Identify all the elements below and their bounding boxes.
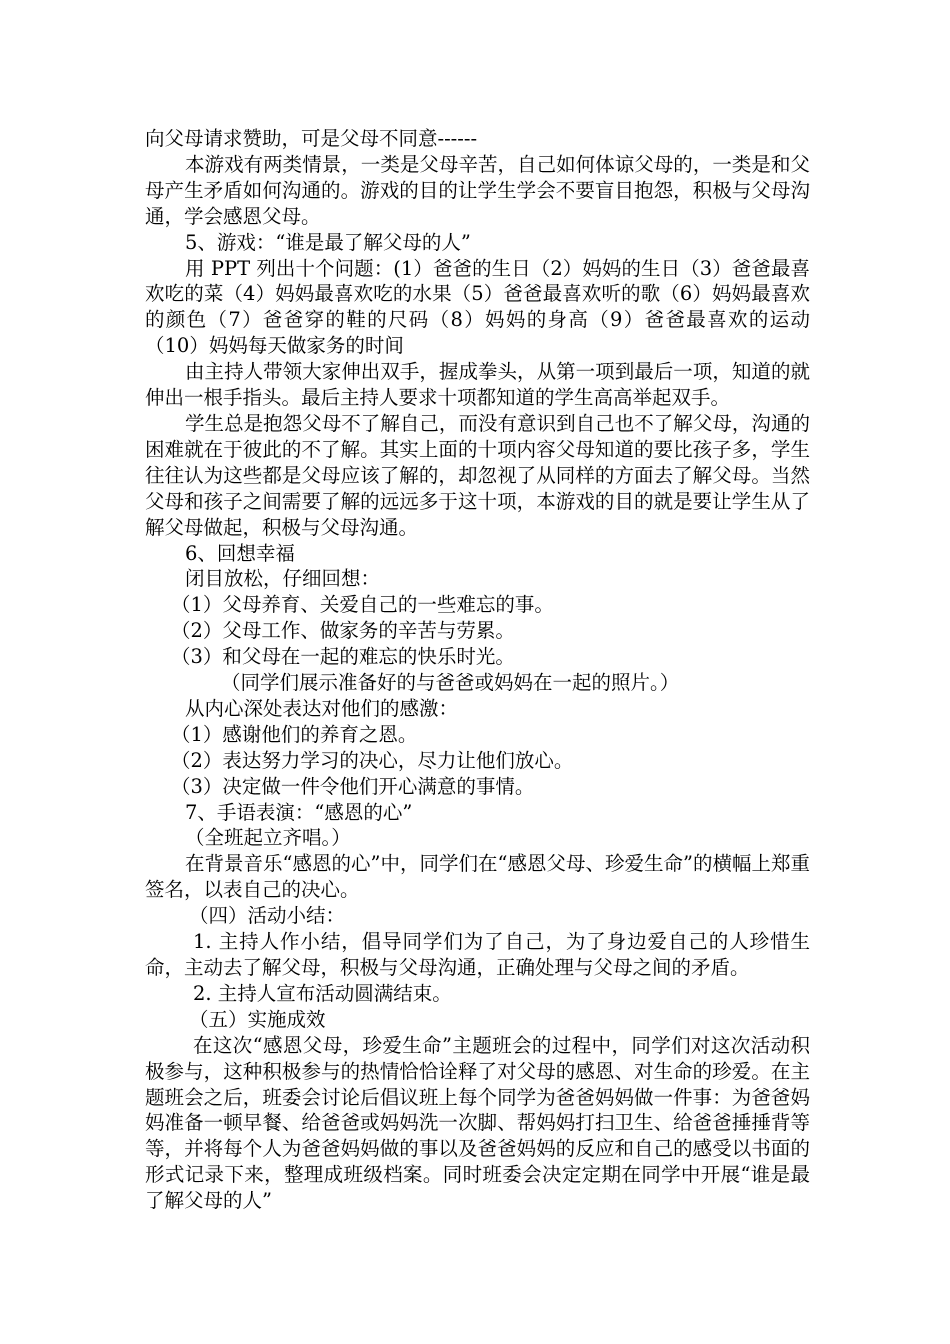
section-heading-recall-6: 6、回想幸福 <box>185 541 295 565</box>
list-item-gratitude-2: （2）表达努力学习的决心，尽力让他们放心。 <box>171 748 574 772</box>
paragraph-class-sing: （全班起立齐唱。） <box>185 826 351 850</box>
section-heading-summary: （四）活动小结： <box>189 904 346 928</box>
paragraph-summary-1: 1. 主持人作小结，倡导同学们为了自己，为了身边爱自己的人珍惜生命，主动去了解父母，积极与父母沟通，正确处理与父母之间的矛盾。 <box>145 930 810 979</box>
paragraph-banner-signing: 在背景音乐“感恩的心”中，同学们在“感恩父母、珍爱生命”的横幅上郑重签名，以表自己的决心。 <box>145 852 810 902</box>
list-item-recall-3: （3）和父母在一起的难忘的快乐时光。 <box>171 645 515 669</box>
paragraph-results: 在这次“感恩父母，珍爱生命”主题班会的过程中，同学们对这次活动积极参与，这种积极参与的热情恰恰诠释了对父母的感恩、对生命的珍爱。在主题班会之后，班委会讨论后倡议班上每个同学为爸爸妈妈做一件事：为爸爸妈妈准备一顿早餐、给爸爸或妈妈洗一次脚、帮妈妈打扫卫生、给爸爸捶捶背等等，并将每个人为爸爸妈妈做的事以及爸爸妈妈的反应和自己的感受以书面的形式记录下来，整理成班级档案。同时班委会决定定期在同学中开展“谁是最了解父母的人” <box>145 1033 810 1213</box>
list-item-recall-2: （2）父母工作、做家务的辛苦与劳累。 <box>171 619 515 643</box>
paragraph-express-gratitude: 从内心深处表达对他们的感激： <box>185 696 459 720</box>
paragraph-game-purpose: 学生总是抱怨父母不了解自己，而没有意识到自己也不了解父母，沟通的困难就在于彼此的不了解。其实上面的十项内容父母知道的要比孩子多，学生往往认为这些都是父母应该了解的，却忽视了从同样的方面去了解父母。当然父母和孩子之间需要了解的远远多于这十项，本游戏的目的就是要让学生从了解父母做起，积极与父母沟通。 <box>145 411 810 539</box>
section-heading-game-5: 5、游戏：“谁是最了解父母的人” <box>185 230 471 254</box>
document-body <box>145 126 810 1214</box>
paragraph-continuation: 向父母请求赞助，可是父母不同意------ <box>145 127 478 150</box>
list-item-gratitude-3: （3）决定做一件令他们开心满意的事情。 <box>171 774 535 798</box>
section-heading-sign-language-7: 7、手语表演：“感恩的心” <box>185 800 413 824</box>
list-item-recall-1: （1）父母养育、关爱自己的一些难忘的事。 <box>171 593 554 617</box>
paragraph-game-description: 本游戏有两类情景，一类是父母辛苦，自己如何体谅父母的，一类是和父母产生矛盾如何沟通的。游戏的目的让学生学会不要盲目抱怨，积极与父母沟通，学会感恩父母。 <box>145 152 810 228</box>
paragraph-summary-2: 2. 主持人宣布活动圆满结束。 <box>193 981 452 1005</box>
paragraph-close-eyes: 闭目放松，仔细回想： <box>185 567 381 591</box>
list-item-gratitude-1: （1）感谢他们的养育之恩。 <box>171 722 418 746</box>
paragraph-photo-note: （同学们展示准备好的与爸爸或妈妈在一起的照片。） <box>221 671 680 695</box>
paragraph-ppt-questions: 用 PPT 列出十个问题：(1）爸爸的生日（2）妈妈的生日（3）爸爸最喜欢吃的菜（4）妈妈最喜欢吃的水果（5）爸爸最喜欢听的歌（6）妈妈最喜欢的颜色（7）爸爸穿的鞋的尺码（8）妈妈的身高（9）爸爸最喜欢的运动（10）妈妈每天做家务的时间 <box>145 256 810 358</box>
section-heading-results: （五）实施成效 <box>189 1007 326 1031</box>
paragraph-host-instructions: 由主持人带领大家伸出双手，握成拳头，从第一项到最后一项，知道的就伸出一根手指头。最后主持人要求十项都知道的学生高高举起双手。 <box>145 360 810 410</box>
